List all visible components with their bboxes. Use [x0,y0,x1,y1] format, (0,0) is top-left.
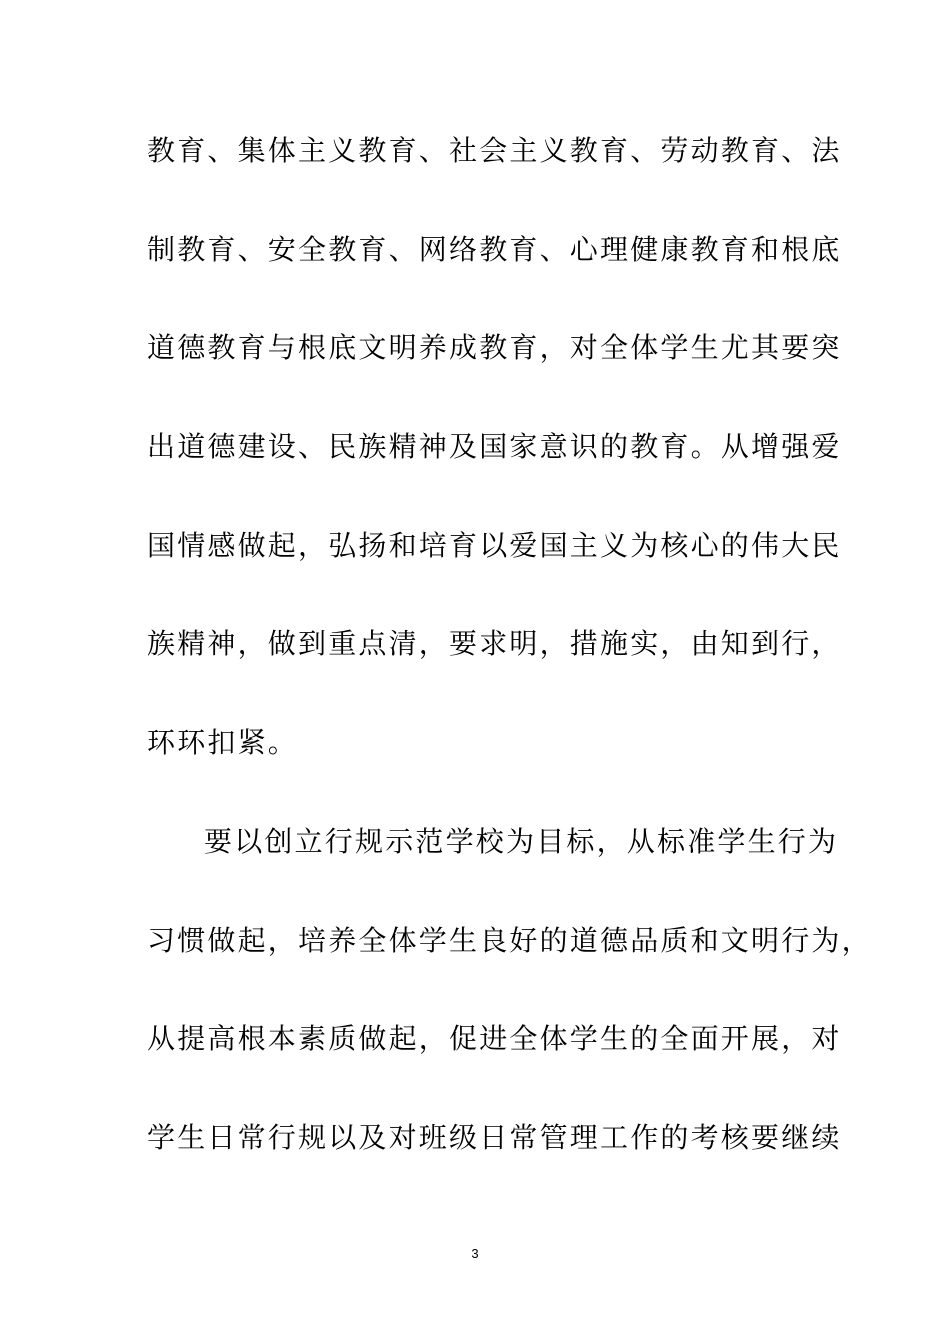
text-line: 从提高根本素质做起，促进全体学生的全面开展，对 [147,1022,842,1056]
text-line: 环环扣紧。 [147,726,299,760]
text-line: 制教育、安全教育、网络教育、心理健康教育和根底 [147,232,842,266]
body-text [147,126,872,1212]
text-line: 习惯做起，培养全体学生良好的道德品质和文明行为， [147,923,872,957]
paragraph-start-line: 要以创立行规示范学校为目标，从标准学生行为 [204,824,839,858]
text-line: 族精神，做到重点清，要求明，措施实，由知到行， [147,627,842,661]
text-line: 学生日常行规以及对班级日常管理工作的考核要继续 [147,1120,842,1154]
page-number: 3 [471,1246,479,1261]
text-line: 出道德建设、民族精神及国家意识的教育。从增强爱 [147,430,842,464]
text-line: 国情感做起，弘扬和培育以爱国主义为核心的伟大民 [147,528,842,562]
text-line: 道德教育与根底文明养成教育，对全体学生尤其要突 [147,331,842,365]
text-line: 教育、集体主义教育、社会主义教育、劳动教育、法 [147,134,842,167]
